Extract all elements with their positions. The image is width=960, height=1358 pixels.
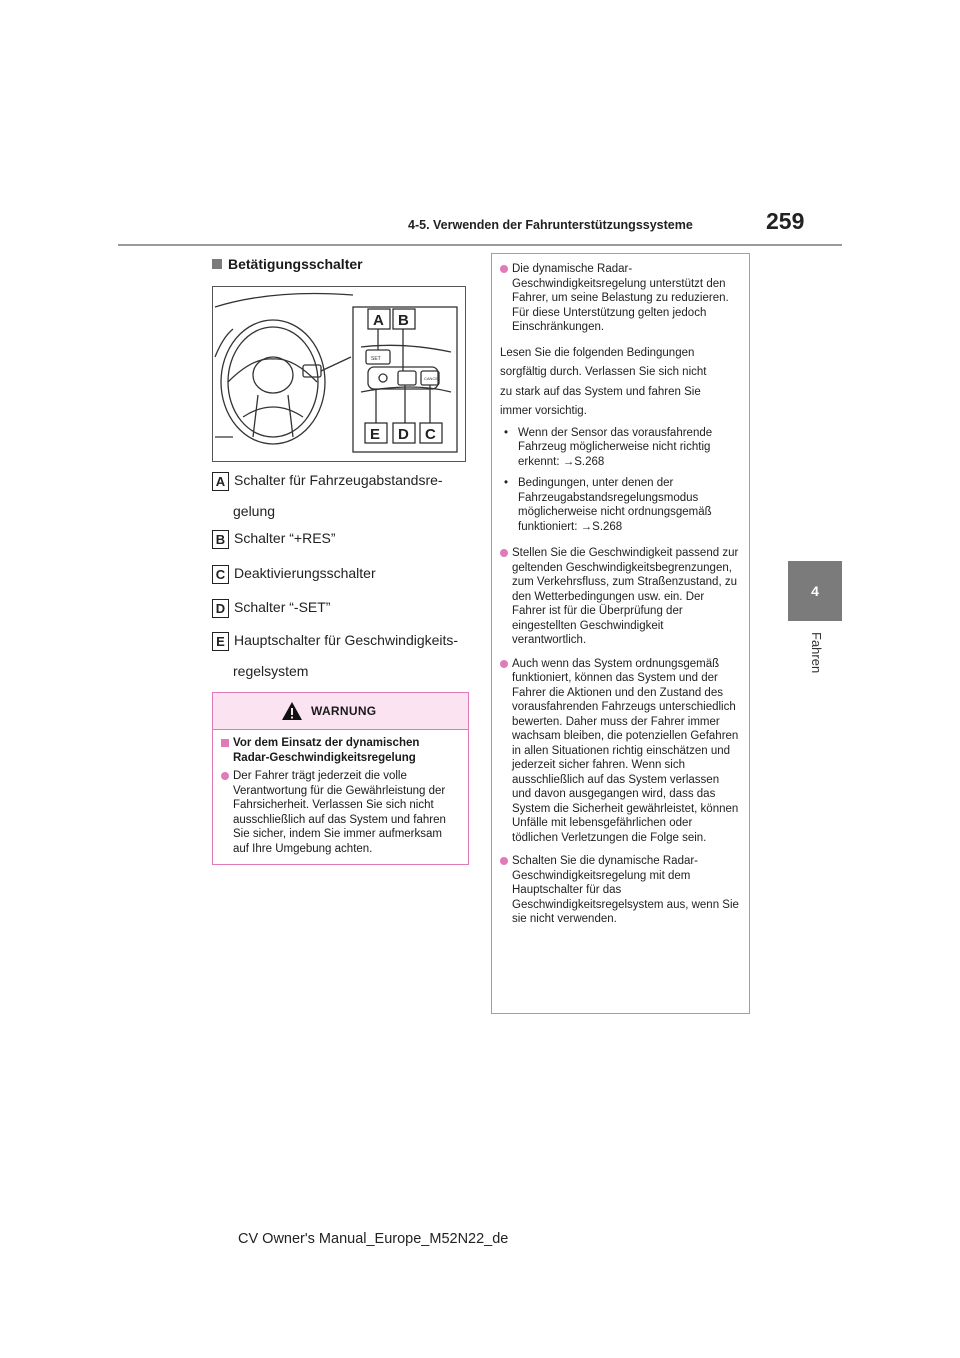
legend-item-e <box>212 632 472 679</box>
warning-box <box>212 692 469 865</box>
note-paragraph-line: Lesen Sie die folgenden Bedingungen <box>500 346 695 359</box>
small-bullet-icon: • <box>504 477 509 489</box>
dot-bullet-icon <box>500 857 508 865</box>
note-bullet-4-text: Schalten Sie die dynamische Radar-Geschwindigkeitsregelung mit dem Hauptschalter für das Geschwindigkeitsregelsystem aus, wenn Sie sie nicht verwenden. <box>512 855 739 925</box>
note-paragraph <box>500 344 739 422</box>
legend-key-d: D <box>212 599 229 618</box>
chapter-number: 4 <box>811 583 819 599</box>
note-paragraph-line: immer vorsichtig. <box>500 405 587 417</box>
warning-bullet-text: Der Fahrer trägt jederzeit die volle Verantwortung für die Gewährleistung der Fahrsicherheit. Verlassen Sie sich nicht ausschließlich auf das System und fahren Sie sicher, indem Sie immer aufmerksam auf Ihre Umgebung achten. <box>233 770 446 855</box>
legend-item-b <box>212 530 472 549</box>
note-bullet-4 <box>500 854 739 927</box>
sub-bullet-1 <box>504 426 739 470</box>
dot-bullet-icon <box>500 265 508 273</box>
footer-text: CV Owner's Manual_Europe_M52N22_de <box>238 1231 509 1247</box>
legend-key-b: B <box>212 530 229 549</box>
chapter-tab[interactable] <box>788 561 842 621</box>
steering-wheel-illustration <box>213 287 465 461</box>
sub-bullet-2-text: Bedingungen, unter denen der Fahrzeugabstandsregelungsmodus möglicherweise nicht ordnungsgemäß funktioniert: →S.268 <box>518 477 712 533</box>
sub-bullet-1-text: Wenn der Sensor das vorausfahrende Fahrzeug möglicherweise nicht richtig erkennt: →S.268 <box>518 426 713 468</box>
note-paragraph-line: sorgfältig durch. Verlassen Sie sich nicht <box>500 366 707 378</box>
warning-bullet <box>221 769 458 856</box>
legend-item-c <box>212 565 472 584</box>
legend-key-e: E <box>212 632 229 651</box>
svg-text:CANCEL: CANCEL <box>424 376 441 381</box>
legend-text-e: Hauptschalter für Geschwindigkeits- <box>234 632 459 649</box>
chapter-label-container <box>806 632 826 692</box>
legend-text-a-cont: gelung <box>233 503 276 519</box>
dot-bullet-icon <box>500 549 508 557</box>
callout-label-a: A <box>373 312 384 329</box>
chapter-label: Fahren <box>809 632 824 674</box>
note-bullet-2 <box>500 546 739 648</box>
note-bullet-2-text: Stellen Sie die Geschwindigkeit passend zur geltenden Geschwindigkeitsbegrenzungen, zum Verkehrsfluss, zum Straßenzustand, zu den Wetterbedingungen usw. ein. Der Fahrer ist für die Überprüfung der eingestellten Geschwindigkeit verantwortlich. <box>512 547 739 646</box>
callout-label-e: E <box>370 426 381 443</box>
page-number: 259 <box>766 208 805 234</box>
warning-body <box>213 730 468 856</box>
header-divider <box>118 244 842 246</box>
warning-header <box>213 693 468 730</box>
note-bullet-1 <box>500 262 739 335</box>
note-bullet-1-text: Die dynamische Radar-Geschwindigkeitsregelung unterstützt den Fahrer, um seine Belastung zu reduzieren. Für diese Unterstützung gelten jedoch Einschränkungen. <box>512 263 729 333</box>
note-bullet-3-text: Auch wenn das System ordnungsgemäß funktioniert, können das System und der Fahrer die Aktionen und den Zustand des vorausfahrenden Fahrzeugs unterschiedlich bewerten. Daher muss der Fahrer immer wachsam bleiben, die potenziellen Gefahren in allen Situationen richtig einschätzen und jederzeit sicher fahren. Wenn sich ausschließlich auf das System verlassen und davon ausgegangen wird, dass das System die Sicherheit gewährleistet, können Unfälle mit lebensgefährlichen oder tödlichen Verletzungen die Folge sein. <box>512 657 739 844</box>
callout-label-d: D <box>398 426 409 443</box>
warning-title: WARNUNG <box>311 704 377 718</box>
dot-bullet-icon <box>500 660 508 668</box>
dot-bullet-icon <box>221 772 229 780</box>
svg-text:SET: SET <box>371 356 381 362</box>
legend-key-a: A <box>212 472 229 491</box>
legend-key-c: C <box>212 565 229 584</box>
section-heading <box>212 256 363 272</box>
legend-text-b: Schalter “+RES” <box>234 530 336 547</box>
callout-label-b: B <box>398 312 409 329</box>
legend-item-d <box>212 599 472 618</box>
note-bullet-3 <box>500 657 739 846</box>
section-title: 4-5. Verwenden der Fahrunterstützungssysteme <box>408 218 693 232</box>
section-heading-text: Betätigungsschalter <box>228 256 363 272</box>
legend-text-c: Deaktivierungsschalter <box>234 565 376 582</box>
legend-text-e-cont: regelsystem <box>233 663 309 679</box>
caution-notes-box <box>491 253 750 1014</box>
steering-wheel-figure <box>212 286 466 462</box>
square-bullet-icon <box>212 259 222 269</box>
legend-text-d: Schalter “-SET” <box>234 599 331 616</box>
warning-triangle-icon <box>281 701 303 721</box>
square-bullet-icon <box>221 739 229 747</box>
warning-heading <box>221 736 458 765</box>
sub-bullet-2 <box>504 476 739 534</box>
warning-heading-text: Vor dem Einsatz der dynamischen Radar-Geschwindigkeitsregelung <box>233 737 420 764</box>
callout-label-c: C <box>425 426 436 443</box>
small-bullet-icon: • <box>504 426 509 439</box>
legend-item-a <box>212 472 472 519</box>
note-paragraph-line: zu stark auf das System und fahren Sie <box>500 385 701 398</box>
legend-text-a: Schalter für Fahrzeugabstandsre- <box>234 472 443 489</box>
